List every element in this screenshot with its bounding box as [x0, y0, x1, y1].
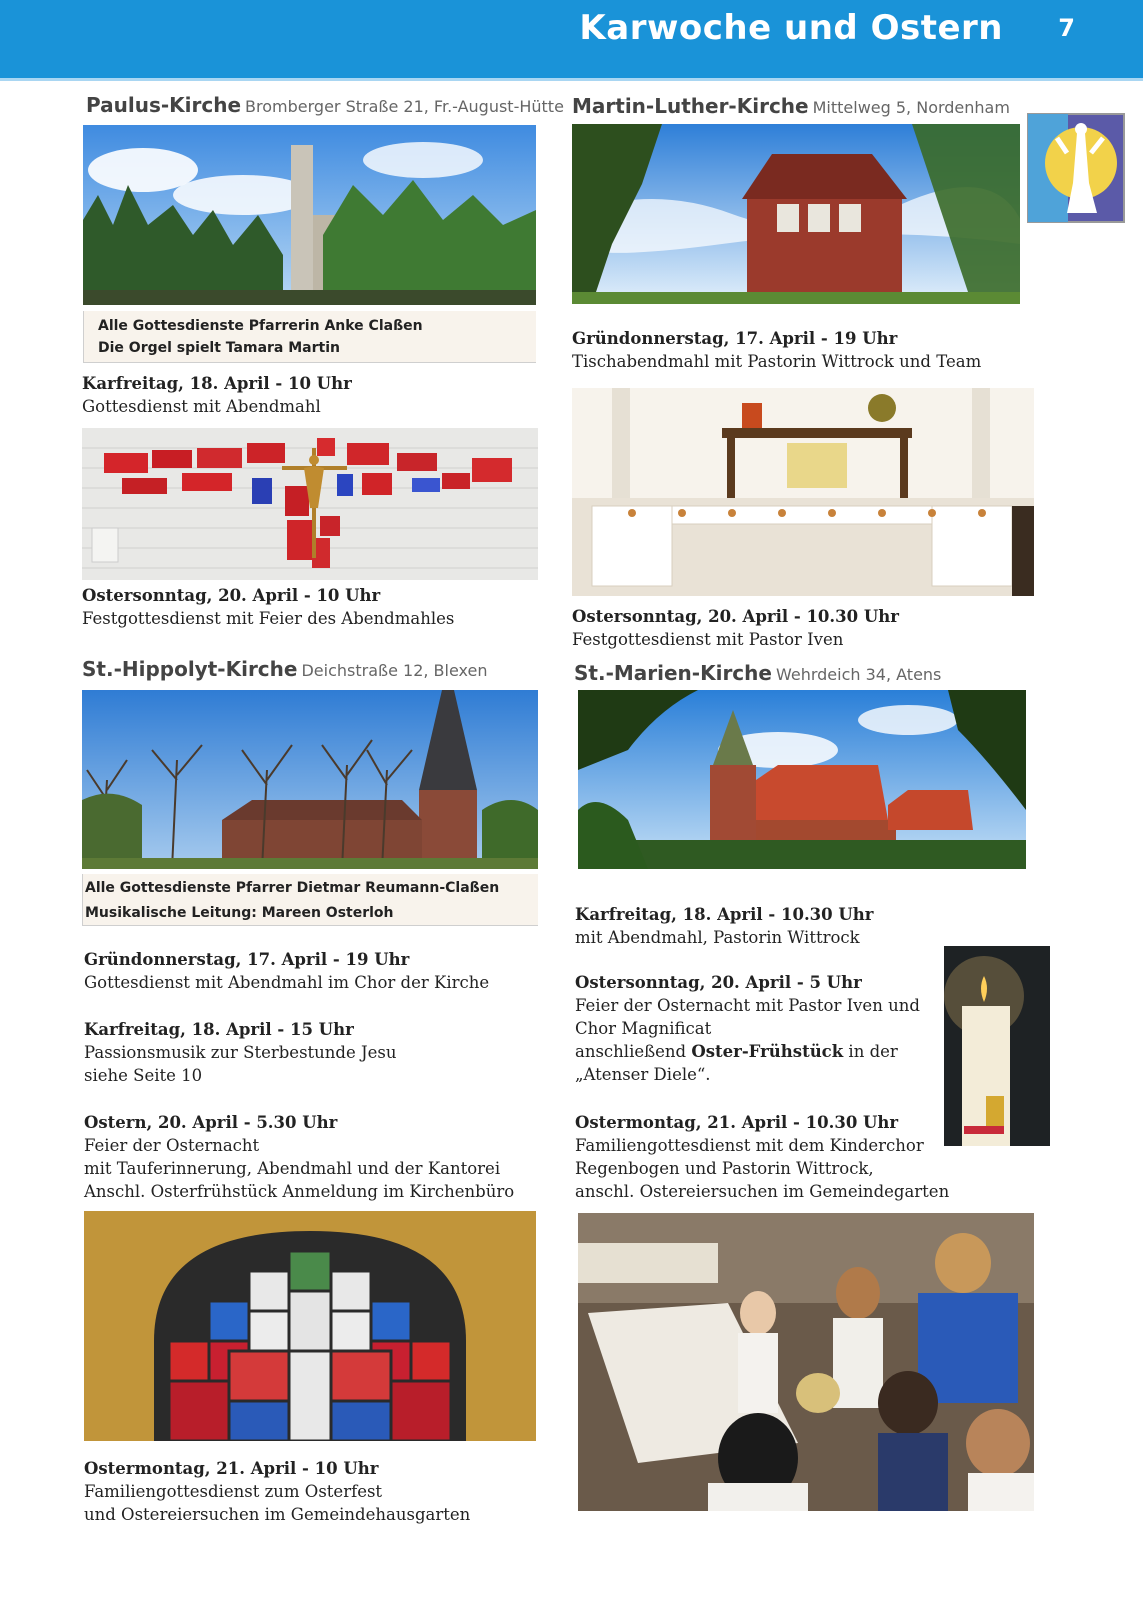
event-heading: Ostermontag, 21. April - 10.30 Uhr [575, 1113, 899, 1132]
church-address: Wehrdeich 34, Atens [775, 665, 942, 684]
hippolyt-heading [82, 657, 488, 681]
event-text: Feier der Osternacht mit Pastor Iven und Chor Magnificat anschließend [575, 996, 920, 1061]
luther-church-photo [572, 124, 1020, 304]
event [84, 1018, 396, 1087]
event-heading: Ostern, 20. April - 5.30 Uhr [84, 1113, 338, 1132]
event-description: Familiengottesdienst mit dem Kinderchor Regenbogen und Pastorin Wittrock, anschl. Ostereiersuchen im Gemeindegarten [575, 1136, 950, 1201]
event-description: Gottesdienst mit Abendmahl im Chor der Kirche [84, 973, 490, 992]
hippolyt-info-box [82, 874, 538, 926]
event-description: Festgottesdienst mit Pastor Iven [572, 630, 844, 649]
paulus-info-box [83, 311, 536, 363]
luther-heading [572, 94, 1010, 118]
children-photo [578, 1213, 1034, 1511]
event-description: Tischabendmahl mit Pastorin Wittrock und Team [572, 352, 982, 371]
church-address: Bromberger Straße 21, Fr.-August-Hütte [245, 97, 564, 116]
event-heading: Ostersonntag, 20. April - 10.30 Uhr [572, 607, 899, 626]
event-description: Feier der Osternacht mit Tauferinnerung, Abendmahl und der Kantorei Anschl. Osterfrühstück Anmeldung im Kirchenbüro [84, 1136, 515, 1201]
info-line: Musikalische Leitung: Mareen Osterloh [85, 905, 394, 921]
crucifix-photo [82, 428, 538, 580]
event [82, 584, 454, 630]
paulus-church-photo [83, 125, 536, 305]
event-heading: Karfreitag, 18. April - 15 Uhr [84, 1020, 354, 1039]
church-address: Mittelweg 5, Nordenham [812, 98, 1010, 117]
event [82, 372, 352, 418]
church-name: St.-Marien-Kirche [574, 661, 772, 685]
event-heading: Ostersonntag, 20. April - 10 Uhr [82, 586, 381, 605]
event-heading: Gründonnerstag, 17. April - 19 Uhr [572, 329, 898, 348]
communion-table-photo [572, 388, 1034, 596]
event-description [575, 994, 920, 1086]
paulus-heading [86, 93, 564, 117]
event [575, 903, 873, 949]
event [572, 327, 981, 373]
marien-church-photo [578, 690, 1026, 869]
marien-heading [574, 661, 941, 685]
event [575, 971, 920, 1086]
event [575, 1111, 949, 1203]
event-heading: Ostersonntag, 20. April - 5 Uhr [575, 973, 862, 992]
church-name: St.-Hippolyt-Kirche [82, 657, 298, 681]
page-title: Karwoche und Ostern [579, 8, 1003, 48]
event-description: mit Abendmahl, Pastorin Wittrock [575, 928, 860, 947]
page-number: 7 [1058, 14, 1075, 42]
event-description: Familiengottesdienst zum Osterfest und Ostereiersuchen im Gemeindehausgarten [84, 1482, 471, 1524]
info-line: Alle Gottesdienste Pfarrerin Anke Claßen [98, 318, 423, 334]
church-name: Martin-Luther-Kirche [572, 94, 809, 118]
event [84, 1111, 514, 1203]
event-description: Gottesdienst mit Abendmahl [82, 397, 321, 416]
event-description: Passionsmusik zur Sterbestunde Jesu siehe Seite 10 [84, 1043, 397, 1085]
church-name: Paulus-Kirche [86, 93, 242, 117]
page-header [0, 0, 1143, 81]
event-highlight: Oster-Frühstück [691, 1042, 844, 1061]
event-description: Festgottesdienst mit Feier des Abendmahles [82, 609, 455, 628]
event-heading: Gründonnerstag, 17. April - 19 Uhr [84, 950, 410, 969]
church-address: Deichstraße 12, Blexen [301, 661, 488, 680]
info-line: Alle Gottesdienste Pfarrer Dietmar Reumann-Claßen [85, 880, 500, 896]
stained-glass-photo [84, 1211, 536, 1441]
event [572, 605, 899, 651]
event-text: in der „Atenser Diele“. [575, 1042, 898, 1084]
event-heading: Karfreitag, 18. April - 10 Uhr [82, 374, 352, 393]
event [84, 948, 489, 994]
event-heading: Ostermontag, 21. April - 10 Uhr [84, 1459, 379, 1478]
event-heading: Karfreitag, 18. April - 10.30 Uhr [575, 905, 874, 924]
event [84, 1457, 470, 1526]
info-line: Die Orgel spielt Tamara Martin [98, 340, 340, 356]
easter-logo [1027, 113, 1125, 223]
hippolyt-church-photo [82, 690, 538, 869]
easter-candle-photo [944, 946, 1050, 1146]
